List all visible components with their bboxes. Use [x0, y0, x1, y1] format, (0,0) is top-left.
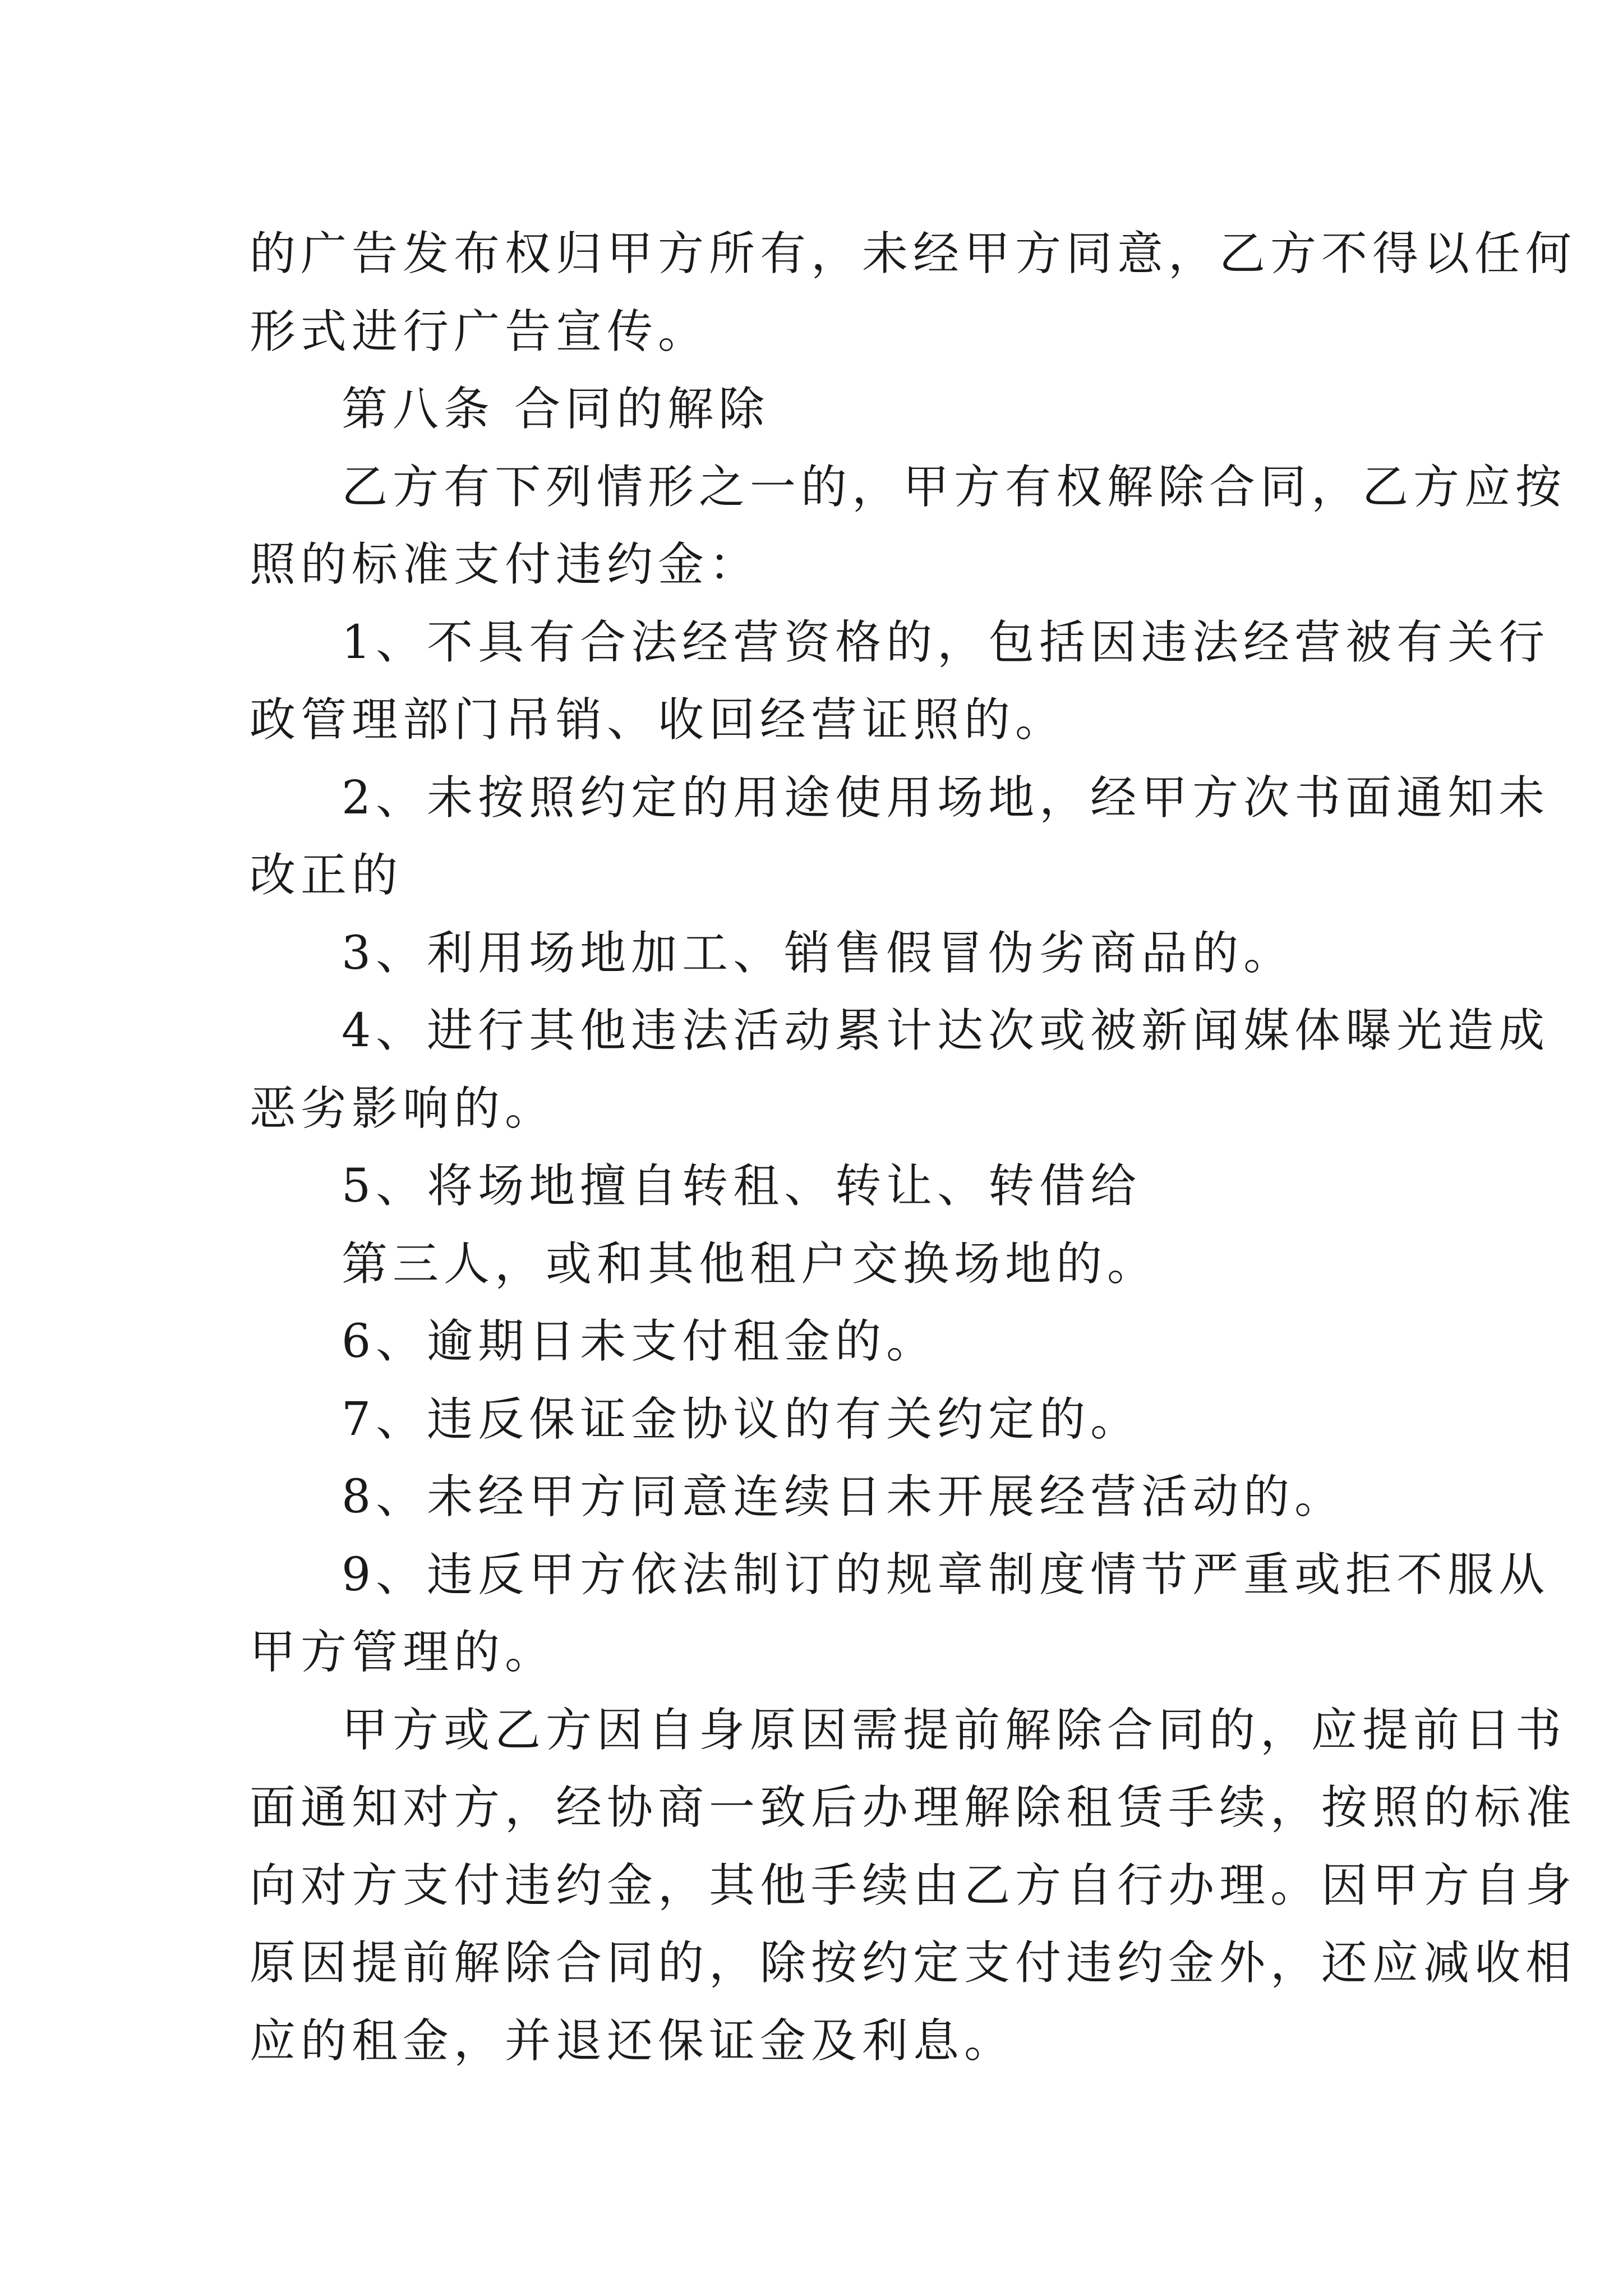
list-item-9	[250, 1536, 1550, 1692]
list-item-3	[250, 915, 1388, 993]
list-item-2	[250, 760, 1550, 915]
text-line: 甲方或乙方因自身原因需提前解除合同的，应提前日书	[342, 1703, 1567, 1757]
text-line: 原因提前解除合同的，除按约定支付违约金外，还应减收相	[250, 1936, 1577, 1990]
list-item-6	[250, 1303, 1388, 1381]
text-line: 第三人，或和其他租户交换场地的。	[342, 1237, 1159, 1291]
text-line: 恶劣影响的。	[250, 1082, 556, 1135]
list-item-5-continuation	[250, 1226, 1388, 1304]
text-line: 改正的	[250, 849, 403, 902]
text-line: 向对方支付违约金，其他手续由乙方自行办理。因甲方自身	[250, 1858, 1577, 1912]
list-item-7	[250, 1381, 1388, 1459]
list-item-8	[250, 1458, 1388, 1536]
text-line: 乙方有下列情形之一的，甲方有权解除合同，乙方应按	[342, 460, 1567, 514]
list-item-5	[250, 1148, 1388, 1226]
text-line: 8、未经甲方同意连续日未开展经营活动的。	[342, 1470, 1346, 1524]
text-line: 5、将场地擅自转租、转让、转借给	[342, 1159, 1142, 1213]
paragraph-early-termination	[250, 1692, 1577, 2081]
text-line: 9、违反甲方依法制订的规章制度情节严重或拒不服从	[342, 1548, 1550, 1602]
paragraph-ad-rights	[250, 215, 1577, 371]
text-line: 形式进行广告宣传。	[250, 305, 709, 358]
list-item-4	[250, 992, 1550, 1148]
text-line: 应的租金，并退还保证金及利息。	[250, 2014, 1016, 2068]
text-line: 6、逾期日未支付租金的。	[342, 1315, 938, 1368]
document-body	[250, 215, 1577, 2080]
text-line: 甲方管理的。	[250, 1626, 556, 1679]
text-line: 政管理部门吊销、收回经营证照的。	[250, 693, 1067, 747]
section-heading-article-8	[250, 371, 1388, 449]
text-line: 7、违反保证金协议的有关约定的。	[342, 1392, 1142, 1446]
text-line: 4、进行其他违法活动累计达次或被新闻媒体曝光造成	[342, 1004, 1550, 1057]
text-line: 2、未按照约定的用途使用场地，经甲方次书面通知未	[342, 771, 1550, 825]
text-line: 的广告发布权归甲方所有，未经甲方同意，乙方不得以任何	[250, 227, 1577, 280]
text-line: 1、不具有合法经营资格的，包括因违法经营被有关行	[342, 615, 1550, 669]
text-line: 3、利用场地加工、销售假冒伪劣商品的。	[342, 926, 1295, 980]
paragraph-termination-intro	[250, 449, 1567, 604]
section-heading: 第八条 合同的解除	[342, 383, 770, 436]
list-item-1	[250, 604, 1550, 760]
text-line: 照的标准支付违约金：	[250, 538, 760, 591]
text-line: 面通知对方，经协商一致后办理解除租赁手续，按照的标准	[250, 1781, 1577, 1834]
